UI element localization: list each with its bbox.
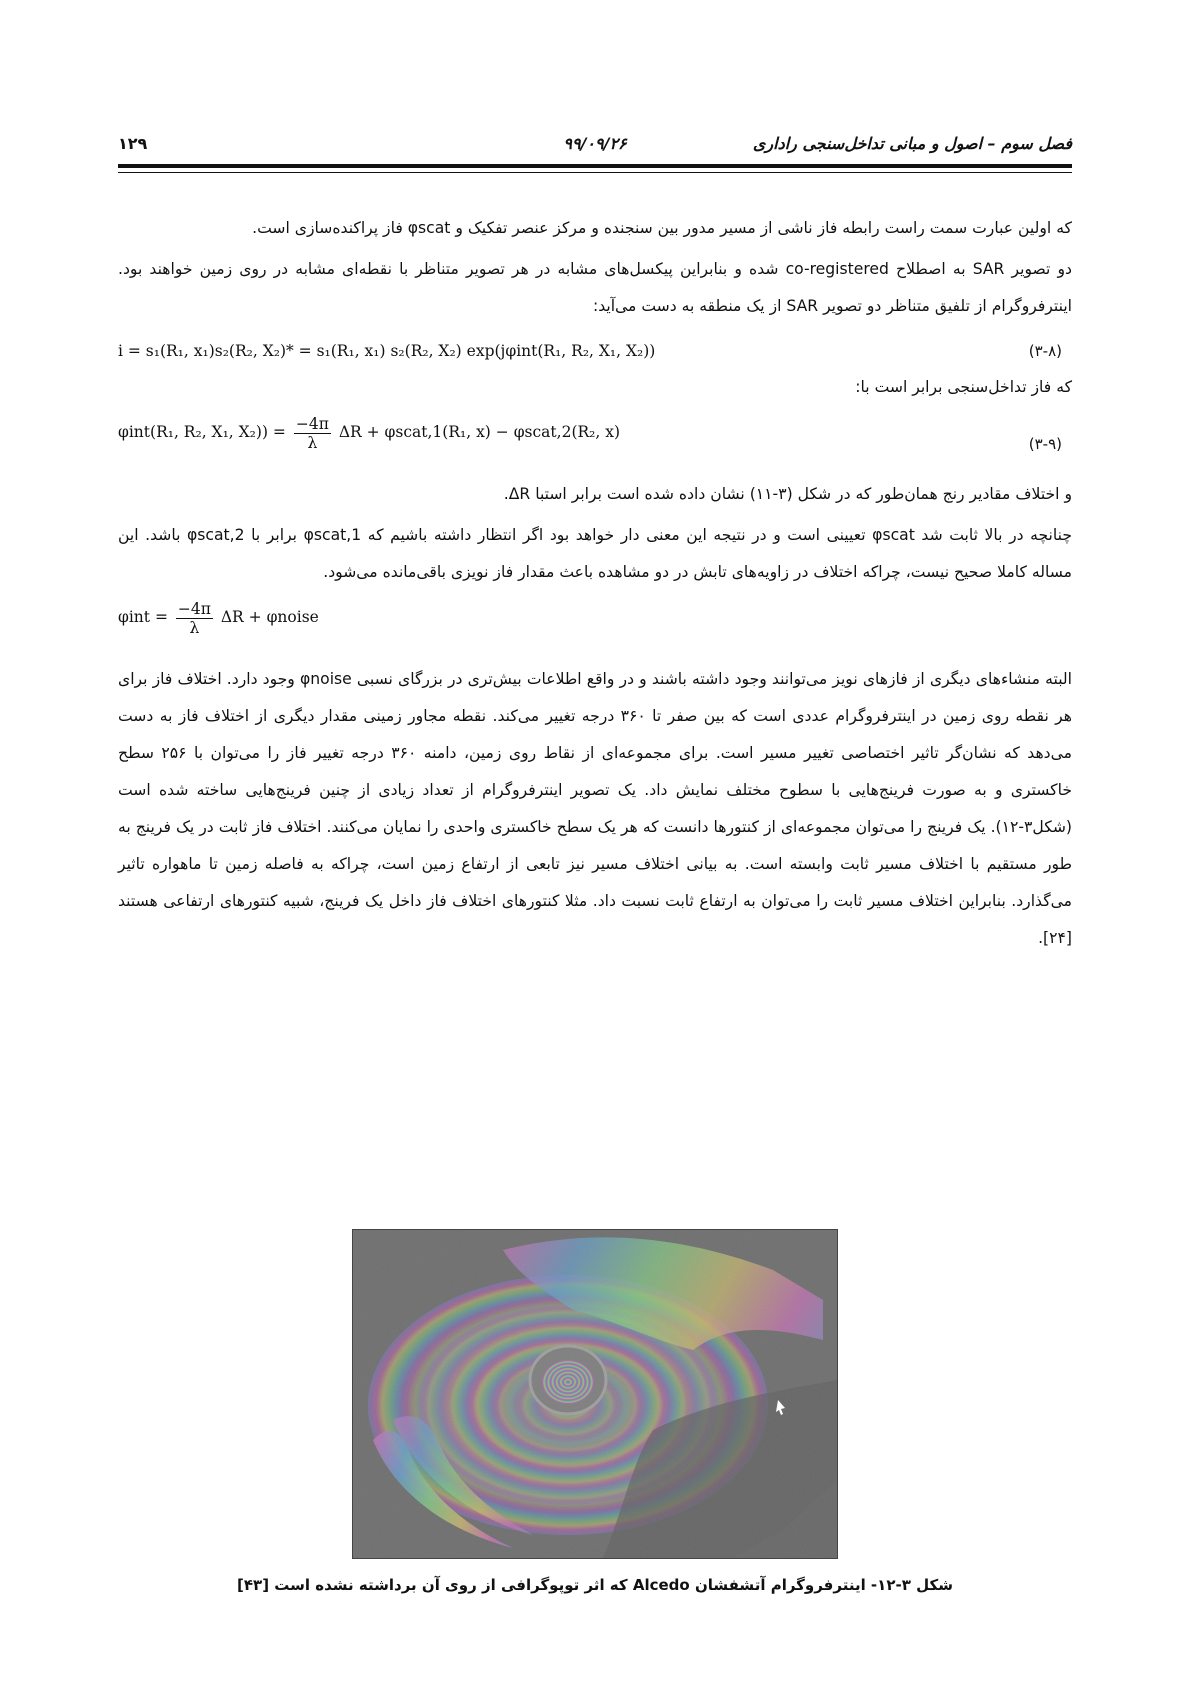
equation-noise-denominator: λ	[189, 618, 200, 637]
header-rule-thick	[118, 164, 1072, 168]
equation-noise-numerator: −4π	[177, 599, 211, 618]
equation-3-9-fraction	[294, 415, 331, 452]
equation-noise	[118, 595, 1072, 655]
equation-3-8-expression: i = s₁(R₁, x₁)s₂(R₂, X₂)* = s₁(R₁, x₁) s₂(R₂, X₂) exp(jφint(R₁, R₂, X₁, X₂))	[118, 342, 656, 360]
paragraph-1: که اولین عبارت سمت راست رابطه فاز ناشی از مسیر مدور بین سنجنده و مرکز عنصر تفکیک و φscat فاز پراکنده‌سازی است.	[252, 219, 1072, 237]
body-text	[118, 210, 1072, 961]
equation-3-9-rhs: ΔR + φscat,1(R₁, x) − φscat,2(R₂, x)	[338, 423, 621, 441]
paragraph-2: دو تصویر SAR به اصطلاح co-registered شده و بنابراین پیکسل‌های مشابه در هر تصویر متناظر با نقطه‌ای مشابه در روی زمین خواهند بود. اینترفروگرام از تلفیق متناظر دو تصویر SAR از یک منطقه به دست می‌آید:	[118, 260, 1072, 315]
equation-3-8-number: (۳-۸)	[1028, 342, 1062, 360]
equation-3-9	[118, 410, 1072, 470]
chapter-title: فصل سوم – اصول و مبانی تداخل‌سنجی راداری	[752, 134, 1072, 153]
header-date: ۹۹/۰۹/۲۶	[563, 134, 627, 153]
equation-3-9-lhs: φint(R₁, R₂, X₁, X₂)) =	[118, 423, 286, 441]
header-rule-thin	[118, 172, 1072, 173]
equation-3-9-numerator: −4π	[295, 414, 329, 433]
equation-noise-fraction	[176, 600, 213, 637]
equation-3-9-number: (۳-۹)	[1028, 435, 1062, 453]
interferogram-graphic	[353, 1230, 837, 1558]
equation-3-8	[118, 329, 1072, 363]
paragraph-4: و اختلاف مقادیر رنج همان‌طور که در شکل (۳-۱۱) نشان داده شده است برابر استبا ΔR.	[503, 485, 1072, 503]
equation-3-9-denominator: λ	[307, 433, 318, 452]
paragraph-3: که فاز تداخل‌سنجی برابر است با:	[855, 378, 1072, 396]
paragraph-6: البته منشاءهای دیگری از فازهای نویز می‌توانند وجود داشته باشند و در واقع اطلاعات بیش‌تری در بزرگای نسبی φnoise وجود دارد. اختلاف فاز برای هر نقطه روی زمین در اینترفروگرام عددی است که بین صفر تا ۳۶۰ درجه تغییر می‌کند. نقطه مجاور زمینی مقدار دیگری از اختلاف فاز به دست می‌دهد که نشان‌گر تاثیر اختصاصی تغییر مسیر است. برای مجموعه‌ای از نقاط روی زمین، دامنه ۳۶۰ درجه تغییر فاز را می‌توان با ۲۵۶ سطح خاکستری و به صورت فرینج‌هایی با سطوح مختلف نمایش داد. یک تصویر اینترفروگرام از تعداد زیادی از چنین فرینج‌هایی ساخته شده است (شکل۳-۱۲). یک فرینج را می‌توان مجموعه‌ای از کنتورها دانست که هر یک سطح خاکستری واحدی را نمایان می‌کنند. اختلاف فاز ثابت در یک فرینج به طور مستقیم با اختلاف مسیر ثابت وابسته است. به بیانی اختلاف مسیر نیز تابعی از ارتفاع زمین است، چراکه به فاصله زمین تا ماهواره تاثیر می‌گذارد. بنابراین اختلاف مسیر ثابت را می‌توان به ارتفاع ثابت نسبت داد. مثلا کنتورهای اختلاف فاز داخل یک فرینج، شبیه کنتورهای ارتفاعی هستند [۲۴].	[118, 670, 1072, 947]
equation-noise-rhs: ΔR + φnoise	[220, 608, 319, 626]
paragraph-5: چنانچه در بالا ثابت شد φscat تعیینی است و در نتیجه این معنی دار خواهد بود اگر انتظار داشته باشیم که φscat,1 برابر با φscat,2 باشد. این مساله کاملا صحیح نیست، چراکه اختلاف در زاویه‌های تابش در دو مشاهده باعث مقدار فاز نویزی باقی‌مانده می‌شود.	[118, 526, 1072, 581]
figure-caption: شکل ۳-۱۲- اینترفروگرام آتشفشان Alcedo که اثر توپوگرافی از روی آن برداشته نشده است [۴۳]	[237, 1576, 953, 1594]
interferogram-image	[352, 1229, 838, 1559]
page-number: ۱۲۹	[118, 134, 148, 153]
equation-noise-lhs: φint =	[118, 608, 168, 626]
page-header	[118, 128, 1072, 156]
